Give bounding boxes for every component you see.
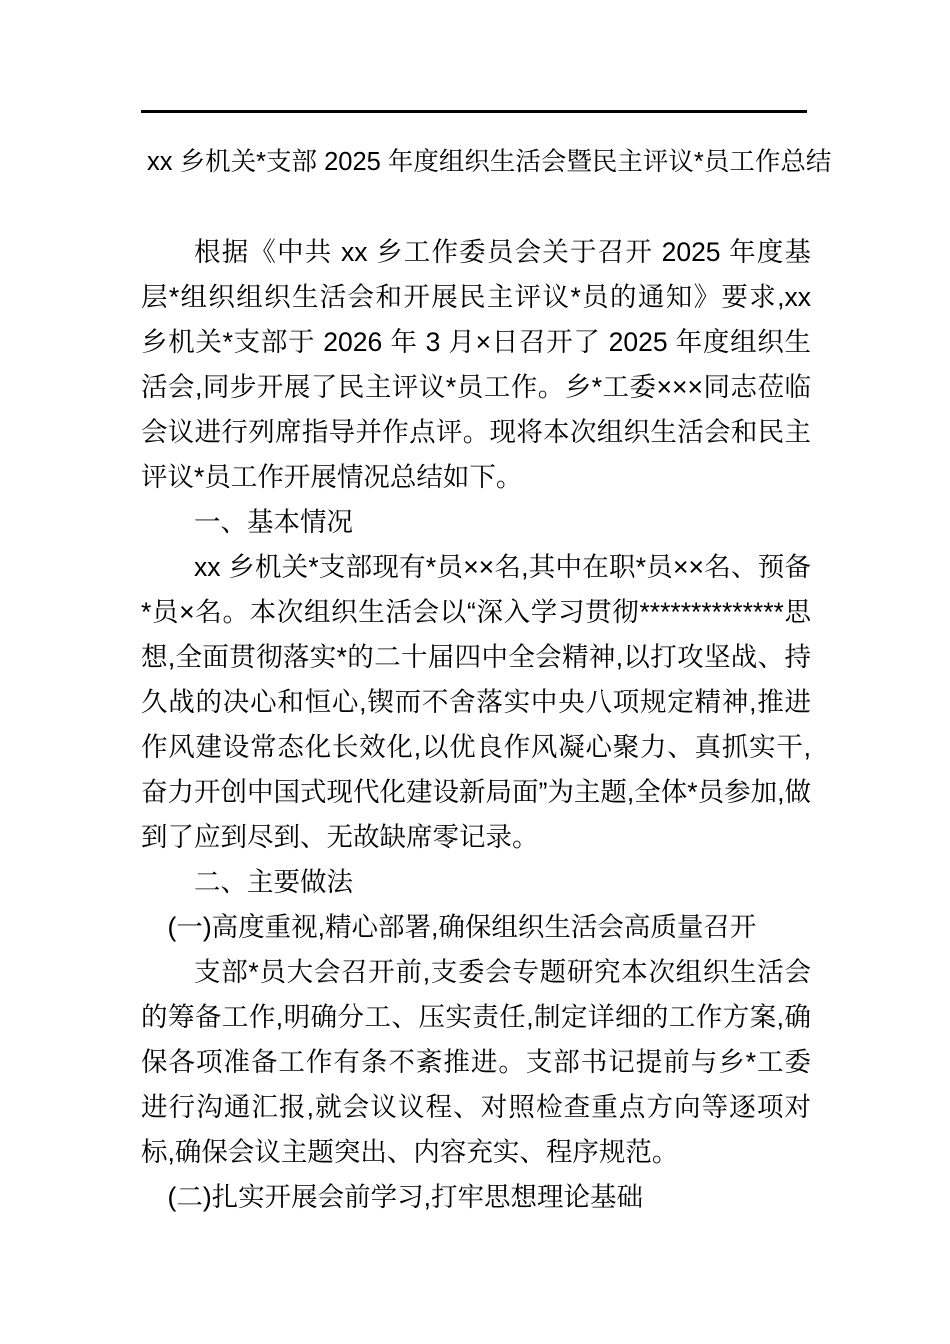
paragraph-basic-situation: xx 乡机关*支部现有*员××名,其中在职*员××名、预备*员×名。本次组织生活会以“深入学习贯彻**************思想,全面贯彻落实*的二十届四中全会精神,以打攻坚战、持久战的决心和恒心,锲而不舍落实中央八项规定精神,推进作风建设常态化长效化,以优良作风凝心聚力、真抓实干,奋力开创中国式现代化建设新局面”为主题,全体*员参加,做到了应到尽到、无故缺席零记录。 xyxy=(141,552,811,852)
section-heading-2: 二、主要做法 xyxy=(194,867,353,897)
document-body xyxy=(141,140,832,1220)
header-rule-divider xyxy=(141,110,807,113)
page-title: xx 乡机关*支部 2025 年度组织生活会暨民主评议*员工作总结 xyxy=(147,148,832,176)
subsection-heading-1: (一)高度重视,精心部署,确保组织生活会高质量召开 xyxy=(167,912,757,942)
subsection-heading-2: (二)扎实开展会前学习,打牢思想理论基础 xyxy=(167,1182,644,1212)
paragraph-preparation: 支部*员大会召开前,支委会专题研究本次组织生活会的筹备工作,明确分工、压实责任,制定详细的工作方案,确保各项准备工作有条不紊推进。支部书记提前与乡*工委进行沟通汇报,就会议议程、对照检查重点方向等逐项对标,确保会议主题突出、内容充实、程序规范。 xyxy=(141,957,811,1167)
section-heading-1: 一、基本情况 xyxy=(194,507,353,537)
paragraph-intro: 根据《中共 xx 乡工作委员会关于召开 2025 年度基层*组织组织生活会和开展民主评议*员的通知》要求,xx 乡机关*支部于 2026 年 3 月×日召开了 2025 年度组织生活会,同步开展了民主评议*员工作。乡*工委×××同志莅临会议进行列席指导并作点评。现将本次组织生活会和民主评议*员工作开展情况总结如下。 xyxy=(141,237,811,492)
title-spacer xyxy=(141,185,811,230)
